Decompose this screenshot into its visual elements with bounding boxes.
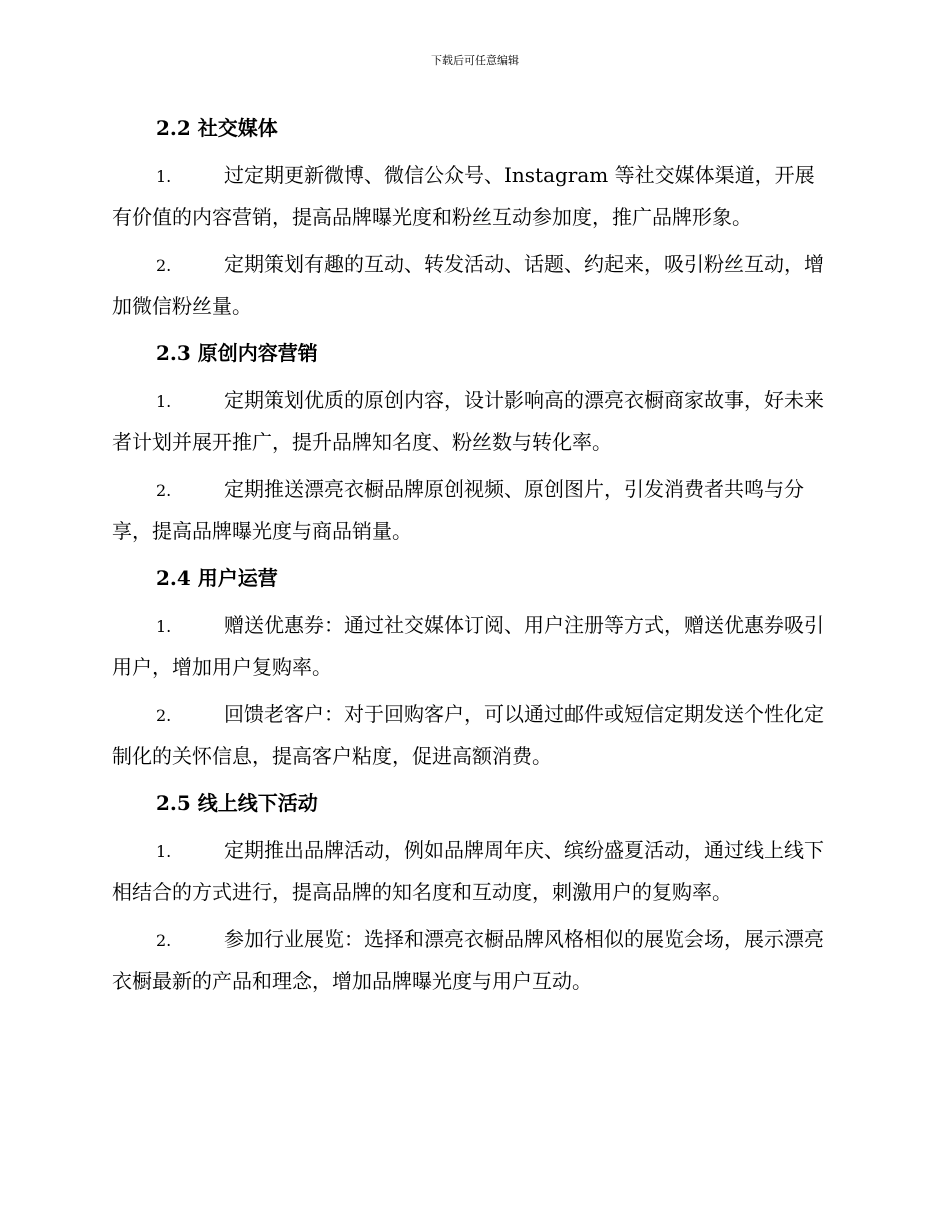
list-text: 参加行业展览：选择和漂亮衣橱品牌风格相似的展览会场，展示漂亮衣橱最新的产品和理念，增加品牌曝光度与用户互动。 <box>112 927 824 993</box>
list-text: 定期策划优质的原创内容，设计影响高的漂亮衣橱商家故事，好未来者计划并展开推广，提升品牌知名度、粉丝数与转化率。 <box>112 388 824 454</box>
list-text: 过定期更新微博、微信公众号、Instagram 等社交媒体渠道，开展有价值的内容营销，提高品牌曝光度和粉丝互动参加度，推广品牌形象。 <box>112 163 815 229</box>
list-number: 2. <box>156 931 172 950</box>
list-text: 赠送优惠券：通过社交媒体订阅、用户注册等方式，赠送优惠券吸引用户，增加用户复购率。 <box>112 613 824 679</box>
section-title-user-operation: 2.4 用户运营 <box>156 566 278 590</box>
section-title-social-media: 2.2 社交媒体 <box>156 116 278 140</box>
list-number: 1. <box>156 167 172 186</box>
list-text: 定期推送漂亮衣橱品牌原创视频、原创图片，引发消费者共鸣与分享，提高品牌曝光度与商品销量。 <box>112 477 804 543</box>
list-text: 定期推出品牌活动，例如品牌周年庆、缤纷盛夏活动，通过线上线下相结合的方式进行，提高品牌的知名度和互动度，刺激用户的复购率。 <box>112 838 824 904</box>
list-number: 1. <box>156 617 172 636</box>
list-item <box>112 244 834 326</box>
list-number: 2. <box>156 481 172 500</box>
page-header: 下载后可任意编辑 <box>431 54 519 67</box>
list-item <box>112 694 834 776</box>
document-body <box>112 108 834 1008</box>
list-item <box>112 605 834 687</box>
list-item <box>112 155 834 237</box>
section-title-online-offline: 2.5 线上线下活动 <box>156 791 318 815</box>
list-number: 1. <box>156 842 172 861</box>
list-number: 2. <box>156 256 172 275</box>
list-text: 回馈老客户：对于回购客户，可以通过邮件或短信定期发送个性化定制化的关怀信息，提高客户粘度，促进高额消费。 <box>112 702 824 768</box>
list-item <box>112 919 834 1001</box>
list-item <box>112 469 834 551</box>
list-item <box>112 380 834 462</box>
list-number: 2. <box>156 706 172 725</box>
section-title-original-content: 2.3 原创内容营销 <box>156 341 318 365</box>
list-number: 1. <box>156 392 172 411</box>
list-text: 定期策划有趣的互动、转发活动、话题、约起来，吸引粉丝互动，增加微信粉丝量。 <box>112 252 824 318</box>
list-item <box>112 830 834 912</box>
